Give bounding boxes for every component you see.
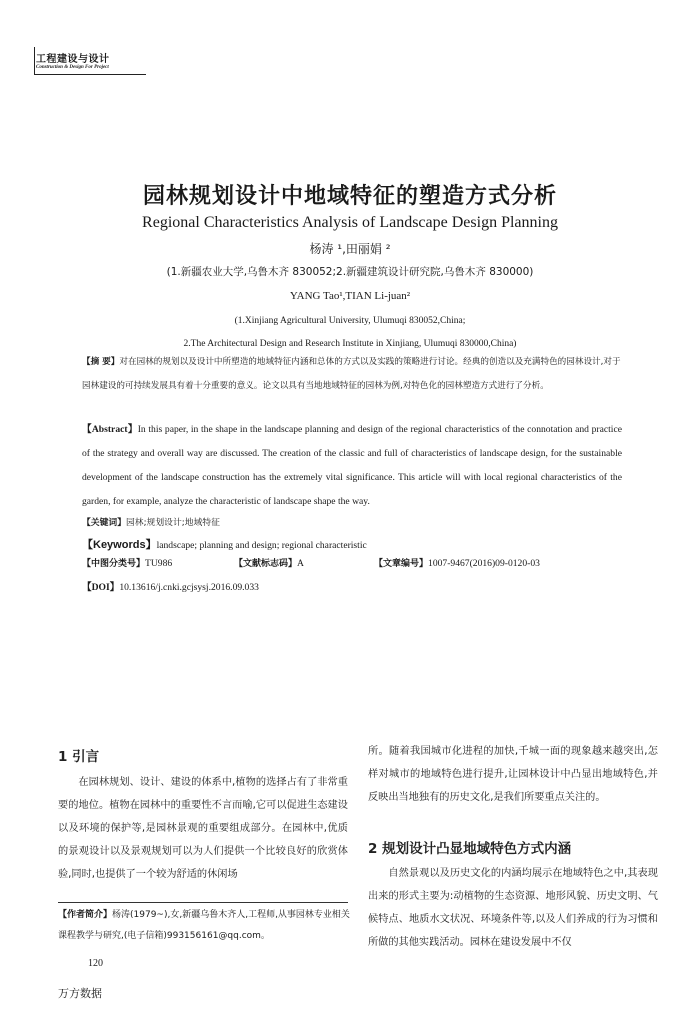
- journal-header-rule: [34, 74, 146, 75]
- abstract-cn-label: 【摘 要】: [82, 357, 120, 367]
- authors-cn: 杨涛 ¹,田丽娟 ²: [309, 242, 391, 256]
- footnote-rule: [58, 902, 348, 903]
- clc-label: 【中图分类号】: [82, 559, 146, 569]
- article-label: 【文章编号】: [374, 559, 429, 569]
- abstract-en-text: In this paper, in the shape in the landscape planning and design of the regional characteristics of the connotation and practice of the strategy and overall way are discussed. The creation of the classic and full of characteristics of landscape design, for the sustainable development of the landscape construction has the extremely vital significance. This article will with local regional characteristics of the garden, for example, analyze the characteristic of landscape shape the way.: [82, 424, 622, 507]
- author-note-text: 杨涛(1979~),女,新疆乌鲁木齐人,工程师,从事园林专业相关课程教学与研究,(电子信箱)993156161@qq.com。: [58, 910, 350, 941]
- doc-value: A: [297, 558, 304, 569]
- keywords-cn-label: 【关键词】: [82, 518, 126, 528]
- title-en: Regional Characteristics Analysis of Landscape Design Planning: [142, 214, 558, 231]
- doc-code: [234, 556, 304, 569]
- title-cn: 园林规划设计中地域特征的塑造方式分析: [142, 184, 557, 209]
- authors-en: YANG Tao¹,TIAN Li-juan²: [289, 290, 411, 302]
- section1-paragraph: 在园林规划、设计、建设的体系中,植物的选择占有了非常重要的地位。植物在园林中的重要性不言而喻,它可以促进生态建设以及环境的保护等,是园林景观的重要组成部分。在园林中,优质的景观设计以及景观规划可以为人们提供一个比较良好的欣赏体验,同时,也提供了一个较为舒适的休闲场: [58, 777, 348, 880]
- section2-heading: 2 规划设计凸显地域特色方式内涵: [368, 841, 572, 857]
- page-number: 120: [88, 958, 103, 969]
- doi-value: 10.13616/j.cnki.gcjsysj.2016.09.033: [119, 582, 259, 593]
- classification-row: [82, 556, 622, 578]
- clc-value: TU986: [145, 558, 173, 569]
- affiliations-cn: (1.新疆农业大学,乌鲁木齐 830052;2.新疆建筑设计研究院,乌鲁木齐 830000): [166, 266, 534, 278]
- article-value: 1007-9467(2016)09-0120-03: [428, 558, 540, 569]
- doi-row: [82, 579, 259, 593]
- watermark: 万方数据: [58, 987, 102, 1000]
- affiliation-en-2: 2.The Architectural Design and Research Institute in Xinjiang, Ulumuqi 830000,China): [183, 339, 517, 349]
- section1-continued: 所。随着我国城市化进程的加快,千城一面的现象越来越突出,怎样对城市的地域特色进行提升,让园林设计中凸显出地域特色,并反映出当地独有的历史文化,是我们所要重点关注的。: [368, 746, 658, 803]
- affiliation-en-1: (1.Xinjiang Agricultural University, Ulumuqi 830052,China;: [234, 316, 466, 326]
- abstract-cn: [82, 350, 622, 398]
- keywords-en: [82, 533, 622, 558]
- journal-name-cn: 工程建设与设计: [36, 54, 110, 65]
- keywords-en-label: 【Keywords】: [82, 539, 157, 551]
- section2-paragraph: 自然景观以及历史文化的内涵均展示在地域特色之中,其表现出来的形式主要为:动植物的生态资源、地形风貌、历史文明、气候特点、地质水文状况、环境条件等,以及人们养成的行为习惯和所做的其他实践活动。园林在建设发展中不仅: [368, 868, 658, 948]
- journal-header-vrule: [34, 47, 35, 74]
- author-note-label: 【作者简介】: [58, 910, 113, 920]
- keywords-cn-text: 园林;规划设计;地域特征: [126, 518, 220, 528]
- author-note: [58, 905, 350, 947]
- clc-code: [82, 556, 172, 569]
- abstract-en-label: 【Abstract】: [82, 424, 138, 435]
- section1-heading: 1 引言: [58, 749, 100, 765]
- doi-label: 【DOI】: [82, 582, 120, 593]
- keywords-en-text: landscape; planning and design; regional characteristic: [156, 540, 367, 551]
- abstract-cn-text: 对在园林的规划以及设计中所塑造的地域特征内涵和总体的方式以及实践的策略进行讨论。经典的创造以及充满特色的园林设计,对于园林建设的可持续发展具有着十分重要的意义。论文以具有当地地域特征的园林为例,对特色化的园林塑造方式进行了分析。: [82, 357, 621, 391]
- abstract-en: [82, 418, 622, 514]
- journal-name-en: Construction & Design For Project: [36, 65, 109, 70]
- article-number: [374, 556, 540, 569]
- keywords-cn: [82, 511, 622, 535]
- doc-label: 【文献标志码】: [234, 559, 298, 569]
